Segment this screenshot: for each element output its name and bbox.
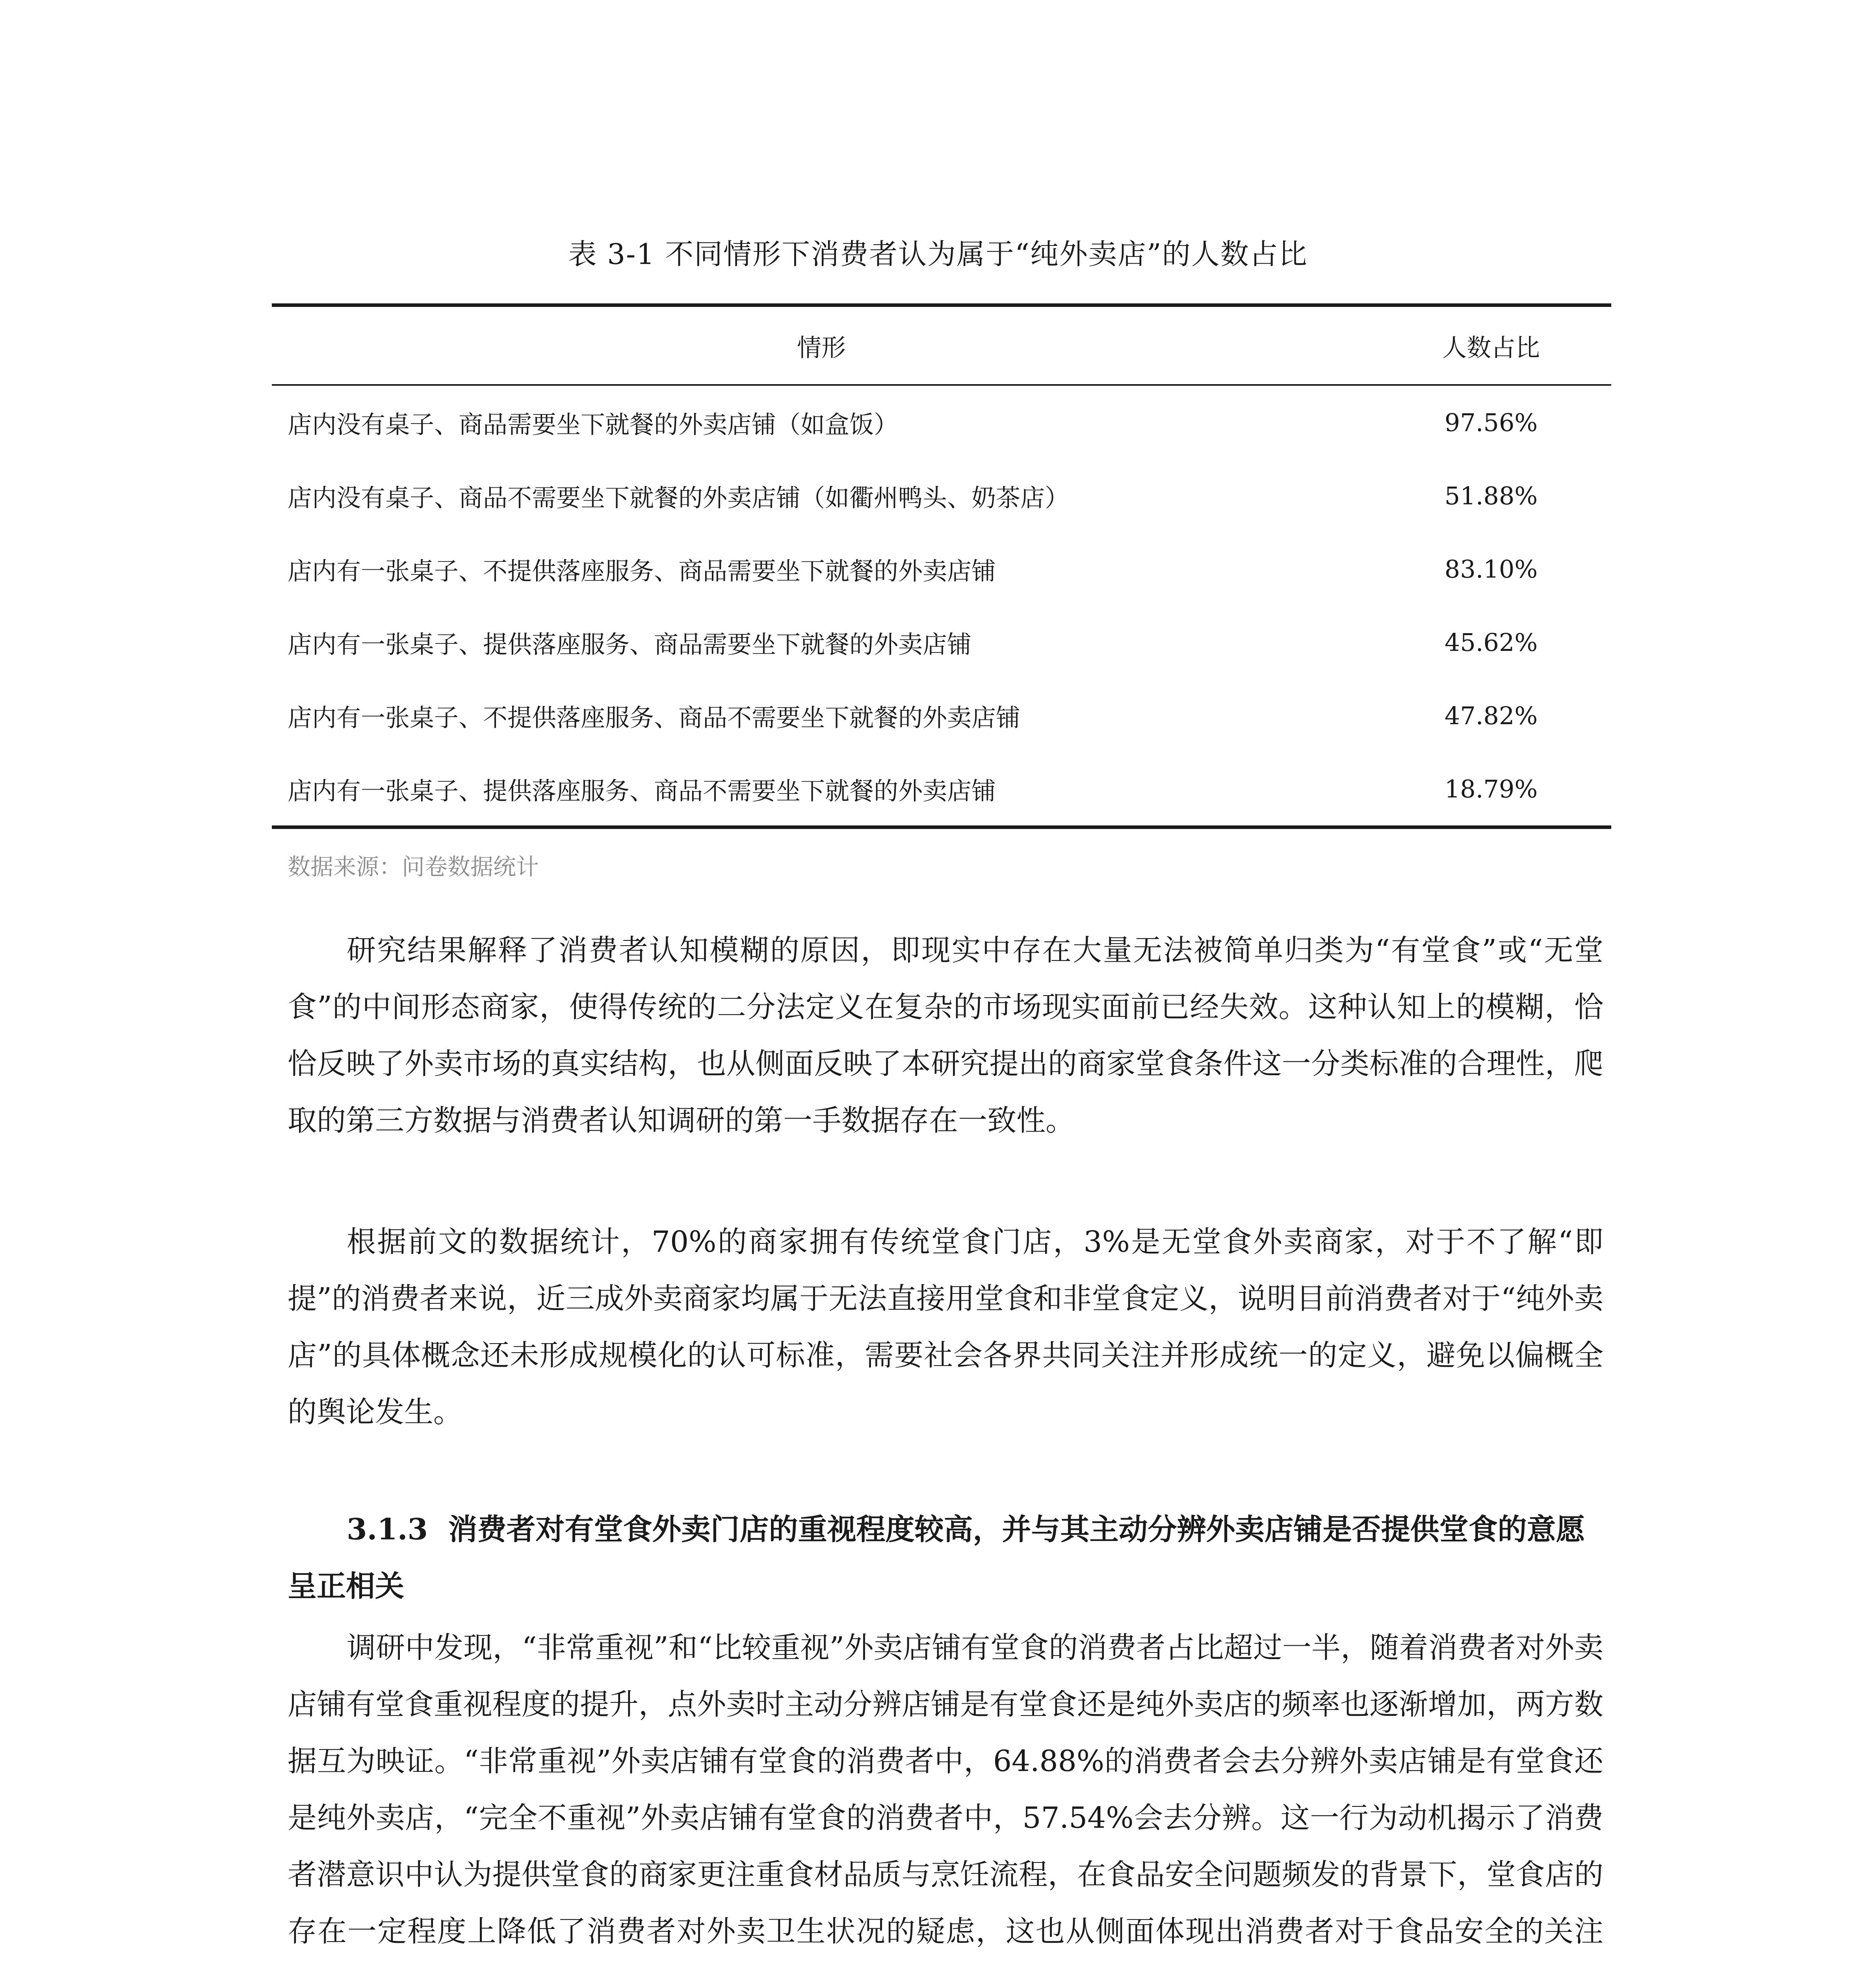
cell-ratio: 97.56% xyxy=(1444,408,1538,437)
header-ratio: 人数占比 xyxy=(1442,333,1540,362)
table-row xyxy=(272,385,1611,459)
cell-ratio: 45.62% xyxy=(1444,628,1538,657)
data-table xyxy=(272,303,1611,829)
cell-situation: 店内有一张桌子、提供落座服务、商品不需要坐下就餐的外卖店铺 xyxy=(288,776,996,805)
data-source-note: 数据来源：问卷数据统计 xyxy=(288,853,539,880)
table-row xyxy=(272,532,1611,606)
table-header-row xyxy=(272,305,1611,385)
table-row xyxy=(272,606,1611,679)
cell-ratio: 51.88% xyxy=(1444,481,1538,510)
header-situation: 情形 xyxy=(797,333,846,362)
cell-situation: 店内有一张桌子、提供落座服务、商品需要坐下就餐的外卖店铺 xyxy=(288,630,972,659)
body-paragraph: 根据前文的数据统计，70%的商家拥有传统堂食门店，3%是无堂食外卖商家，对于不了解“即提”的消费者来说，近三成外卖商家均属于无法直接用堂食和非堂食定义，说明目前消费者对于“纯外卖店”的具体概念还未形成规模化的认可标准，需要社会各界共同关注并形成统一的定义，避免以偏概全的舆论发生。 xyxy=(288,1225,1603,1429)
section-title: 消费者对有堂食外卖门店的重视程度较高，并与其主动分辨外卖店铺是否提供堂食的意愿呈正相关 xyxy=(288,1513,1585,1603)
cell-situation: 店内有一张桌子、不提供落座服务、商品需要坐下就餐的外卖店铺 xyxy=(288,556,996,585)
table-row xyxy=(272,752,1611,827)
cell-ratio: 47.82% xyxy=(1444,701,1538,730)
cell-situation: 店内有一张桌子、不提供落座服务、商品不需要坐下就餐的外卖店铺 xyxy=(288,703,1021,732)
cell-situation: 店内没有桌子、商品需要坐下就餐的外卖店铺（如盒饭） xyxy=(288,410,899,439)
section-heading xyxy=(288,1501,1603,1615)
body-paragraph: 研究结果解释了消费者认知模糊的原因，即现实中存在大量无法被简单归类为“有堂食”或“无堂食”的中间形态商家，使得传统的二分法定义在复杂的市场现实面前已经失效。这种认知上的模糊，恰恰反映了外卖市场的真实结构，也从侧面反映了本研究提出的商家堂食条件这一分类标准的合理性，爬取的第三方数据与消费者认知调研的第一手数据存在一致性。 xyxy=(288,933,1603,1137)
cell-situation: 店内没有桌子、商品不需要坐下就餐的外卖店铺（如衢州鸭头、奶茶店） xyxy=(288,483,1070,512)
section-number: 3.1.3 xyxy=(347,1513,428,1546)
body-paragraph: 调研中发现，“非常重视”和“比较重视”外卖店铺有堂食的消费者占比超过一半，随着消费者对外卖店铺有堂食重视程度的提升，点外卖时主动分辨店铺是有堂食还是纯外卖店的频率也逐渐增加，两方数据互为映证。“非常重视”外卖店铺有堂食的消费者中，64.88%的消费者会去分辨外卖店铺是有堂食还是纯外卖店，“完全不重视”外卖店铺有堂食的消费者中，57.54%会去分辨。这一行为动机揭示了消费者潜意识中认为提供堂食的商家更注重食材品质与烹饪流程，在食品安全问题频发的背景下，堂食店的存在一定程度上降低了消费者对外卖卫生状况的疑虑，这也从侧面体现出消费者对于食品安全的关注 xyxy=(288,1631,1603,1948)
table-row xyxy=(272,459,1611,532)
cell-ratio: 83.10% xyxy=(1444,554,1538,584)
cell-ratio: 18.79% xyxy=(1444,774,1538,803)
table-row xyxy=(272,679,1611,752)
table-caption: 表 3-1 不同情形下消费者认为属于“纯外卖店”的人数占比 xyxy=(568,238,1308,271)
